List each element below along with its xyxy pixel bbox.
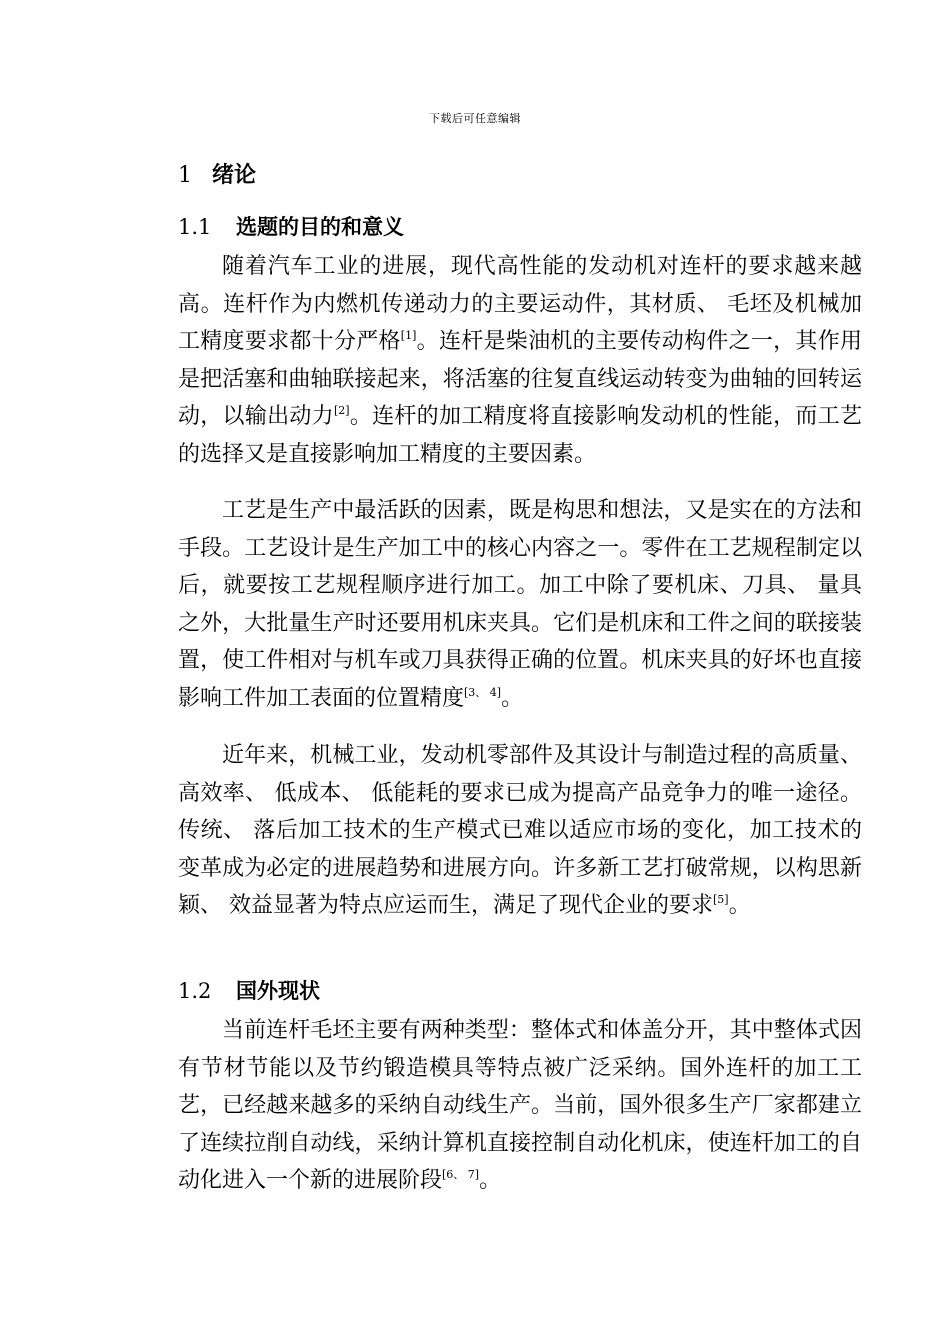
paragraph-text: 随着汽车工业的进展，现代高性能的发动机对连杆的要求越来越高。连杆作为内燃机传递动力的主要运动件，其材质、 毛坯及机械加工精度要求都十分严格: [178, 254, 862, 354]
citation-ref: [2]: [333, 404, 350, 417]
section-1-1-heading: [178, 211, 404, 241]
paragraph-3: [178, 737, 862, 925]
section-number: 1.1: [178, 215, 212, 239]
section-title: 选题的目的和意义: [236, 215, 404, 239]
citation-ref: [1]: [400, 329, 417, 342]
paragraph-text: 工艺是生产中最活跃的因素，既是构思和想法，又是实在的方法和手段。工艺设计是生产加工中的核心内容之一。零件在工艺规程制定以后，就要按工艺规程顺序进行加工。加工中除了要机床、刀具、 量具之外，大批量生产时还要用机床夹具。它们是机床和工件之间的联接装置，使工件相对与机车或刀具获得正确的位置。机床夹具的好坏也直接影响工件加工表面的位置精度: [178, 498, 862, 711]
paragraph-text: 。: [501, 685, 524, 711]
paragraph-text: 近年来，机械工业，发动机零部件及其设计与制造过程的高质量、 高效率、 低成本、 低能耗的要求已成为提高产品竞争力的唯一途径。传统、 落后加工技术的生产模式已难以适应市场的变化，加工技术的变革成为必定的进展趋势和进展方向。许多新工艺打破常规，以构思新颖、 效益显著为特点应运而生，满足了现代企业的要求: [178, 743, 862, 918]
paragraph-text: 。连杆是柴油机的主要传动构件之一，其作用是把活塞和曲轴联接起来，将活塞的往复直线运动转变为曲轴的回转运动，以输出动力: [178, 329, 862, 429]
paragraph-4: [178, 1012, 862, 1200]
section-number: 1: [178, 163, 192, 188]
citation-ref: [3、 4]: [464, 685, 502, 699]
section-1-heading: [178, 158, 256, 189]
section-number: 1.2: [178, 979, 212, 1003]
paragraph-1: [178, 248, 862, 473]
section-title: 国外现状: [236, 979, 320, 1003]
paragraph-2: [178, 492, 862, 717]
paragraph-text: 。: [728, 893, 751, 918]
section-title: 绪论: [212, 163, 257, 188]
citation-ref: [6、 7]: [442, 1168, 480, 1181]
paragraph-text: 。: [479, 1168, 502, 1193]
page-header: 下载后可任意编辑: [429, 112, 521, 125]
paragraph-text: 。连杆的加工精度将直接影响发动机的性能，而工艺的选择又是直接影响加工精度的主要因素。: [178, 404, 862, 467]
citation-ref: [5]: [713, 893, 729, 906]
section-1-2-heading: [178, 975, 320, 1005]
paragraph-text: 当前连杆毛坯主要有两种类型：整体式和体盖分开，其中整体式因有节材节能以及节约锻造模具等特点被广泛采纳。国外连杆的加工工艺，已经越来越多的采纳自动线生产。当前，国外很多生产厂家都建立了连续拉削自动线，采纳计算机直接控制自动化机床，使连杆加工的自动化进入一个新的进展阶段: [178, 1018, 862, 1193]
